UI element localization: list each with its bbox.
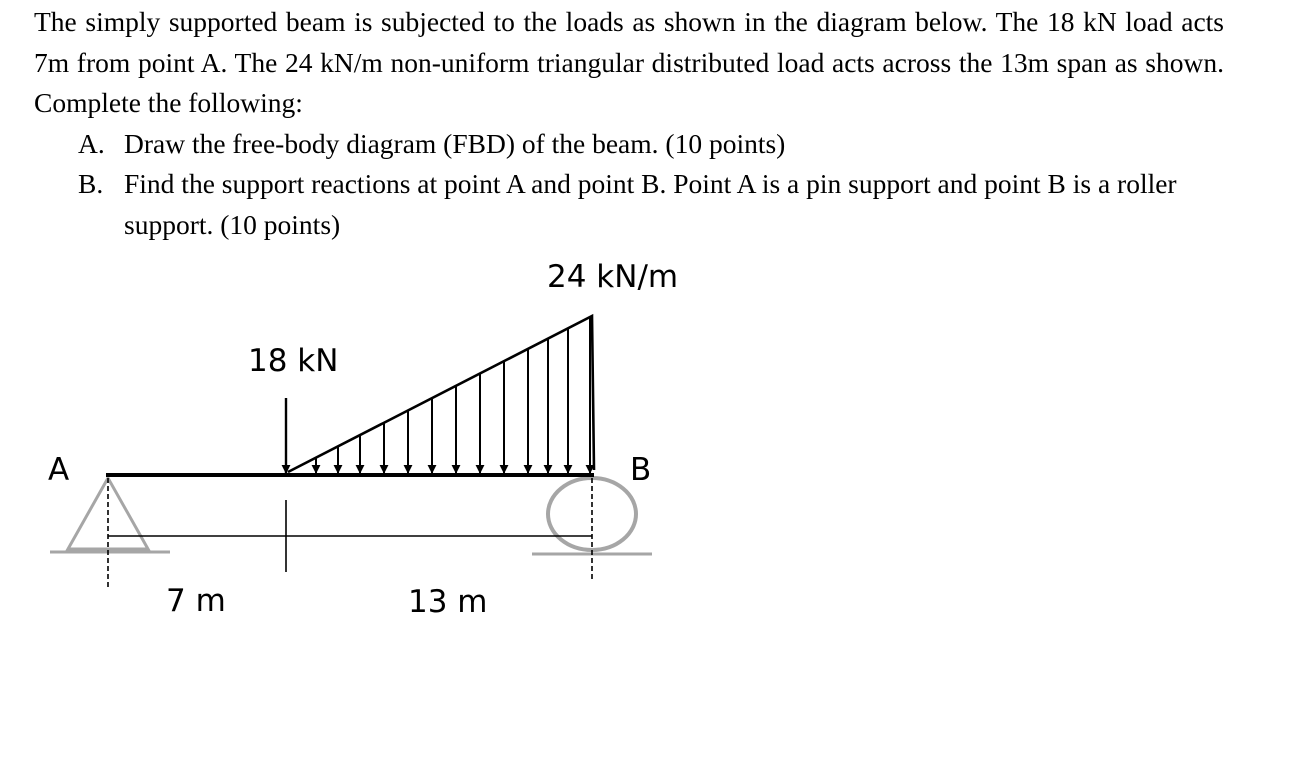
pin-support-a [50, 478, 170, 552]
problem-intro: The simply supported beam is subjected to the loads as shown in the diagram below. The 18 kN load acts 7m from point A. The 24 kN/m non-uniform triangular distributed load acts across the 13m span as shown. Complete the following: [34, 6, 1224, 118]
task-marker-b: B. [78, 168, 104, 199]
task-marker-a: A. [78, 127, 105, 159]
distributed-load-arrows [316, 317, 590, 473]
distributed-load-label: 24 kN/m [547, 259, 679, 295]
task-text-a: Draw the free-body diagram (FBD) of the beam. (10 points) [124, 127, 786, 159]
dim-left-label: 7 m [166, 583, 226, 619]
point-a-label: A [48, 452, 70, 488]
task-text-b: Find the support reactions at point A and point B. Point A is a pin support and point B is a roller support. (10 points) [124, 168, 1177, 240]
point-b-label: B [630, 452, 652, 488]
dimension-lines [108, 478, 592, 588]
dim-right-label: 13 m [408, 584, 488, 620]
point-load-label: 18 kN [248, 343, 339, 379]
